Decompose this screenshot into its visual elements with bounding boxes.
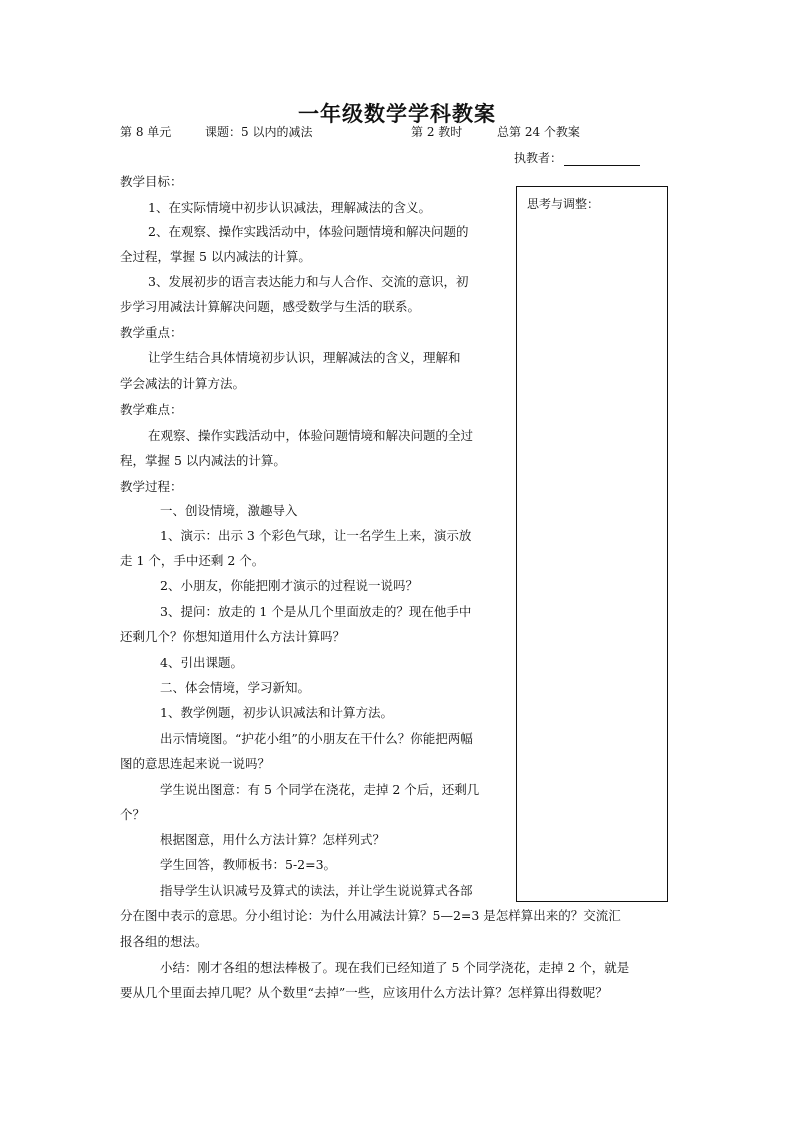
objective-2-line1: 2、在观察、操作实践活动中，体验问题情境和解决问题的 (148, 224, 469, 239)
section-2-heading: 二、体会情境，学习新知。 (160, 680, 311, 695)
board-writing: 学生回答，教师板书：5-2=3。 (160, 857, 337, 872)
objective-3-line2: 步学习用减法计算解决问题，感受数学与生活的联系。 (120, 299, 421, 314)
heading-difficulties: 教学难点： (120, 402, 183, 417)
lesson-label: 第 2 教时 (411, 125, 463, 139)
objective-1: 1、在实际情境中初步认识减法，理解减法的含义。 (148, 200, 431, 215)
teacher-label: 执教者： (514, 151, 563, 165)
example-1: 1、教学例题，初步认识减法和计算方法。 (160, 705, 393, 720)
total-label: 总第 24 个教案 (497, 125, 580, 139)
scene-line1: 出示情境图。“护花小组”的小朋友在干什么？你能把两幅 (160, 731, 473, 746)
scene-line2: 图的意思连起来说一说吗？ (120, 756, 271, 771)
method-question: 根据图意，用什么方法计算？怎样列式？ (160, 832, 386, 847)
reflection-box (516, 186, 668, 902)
summary-line1: 小结：刚才各组的想法棒极了。现在我们已经知道了 5 个同学浇花，走掉 2 个，就是 (160, 960, 630, 975)
teacher-row (514, 149, 640, 166)
guide-line3: 报各组的想法。 (120, 934, 208, 949)
teacher-blank-line (564, 152, 640, 166)
heading-key-points: 教学重点： (120, 325, 183, 340)
guide-line1: 指导学生认识减号及算式的读法，并让学生说说算式各部 (160, 883, 473, 898)
difficulties-line2: 程，掌握 5 以内减法的计算。 (120, 453, 286, 468)
step-1-line2: 走 1 个，手中还剩 2 个。 (120, 553, 265, 568)
step-1-line1: 1、演示：出示 3 个彩色气球，让一名学生上来，演示放 (160, 528, 472, 543)
key-points-line1: 让学生结合具体情境初步认识，理解减法的含义，理解和 (148, 350, 461, 365)
step-4: 4、引出课题。 (160, 655, 243, 670)
summary-line2: 要从几个里面去掉几呢？从个数里“去掉”一些，应该用什么方法计算？怎样算出得数呢？ (120, 985, 608, 1000)
key-points-line2: 学会减法的计算方法。 (120, 376, 246, 391)
objective-3-line1: 3、发展初步的语言表达能力和与人合作、交流的意识，初 (148, 274, 469, 289)
reflection-label: 思考与调整： (527, 197, 600, 211)
heading-process: 教学过程： (120, 479, 183, 494)
step-3-line2: 还剩几个？你想知道用什么方法计算吗？ (120, 629, 346, 644)
step-2: 2、小朋友，你能把刚才演示的过程说一说吗？ (160, 578, 418, 593)
student-says-line2: 个？ (120, 807, 146, 822)
difficulties-line1: 在观察、操作实践活动中，体验问题情境和解决问题的全过 (148, 428, 474, 443)
guide-line2: 分在图中表示的意思。分小组讨论：为什么用减法计算？5—2=3 是怎样算出来的？交流汇 (120, 908, 621, 923)
objective-2-line2: 全过程，掌握 5 以内减法的计算。 (120, 249, 311, 264)
step-3-line1: 3、提问：放走的 1 个是从几个里面放走的？现在他手中 (160, 604, 472, 619)
heading-objectives: 教学目标： (120, 174, 183, 189)
topic-label: 课题：5 以内的减法 (205, 125, 313, 139)
unit-label: 第 8 单元 (120, 125, 172, 139)
page-title: 一年级数学学科教案 (298, 101, 496, 126)
student-says-line1: 学生说出图意：有 5 个同学在浇花，走掉 2 个后，还剩几 (160, 782, 480, 797)
section-1-heading: 一、创设情境，激趣导入 (160, 503, 298, 518)
